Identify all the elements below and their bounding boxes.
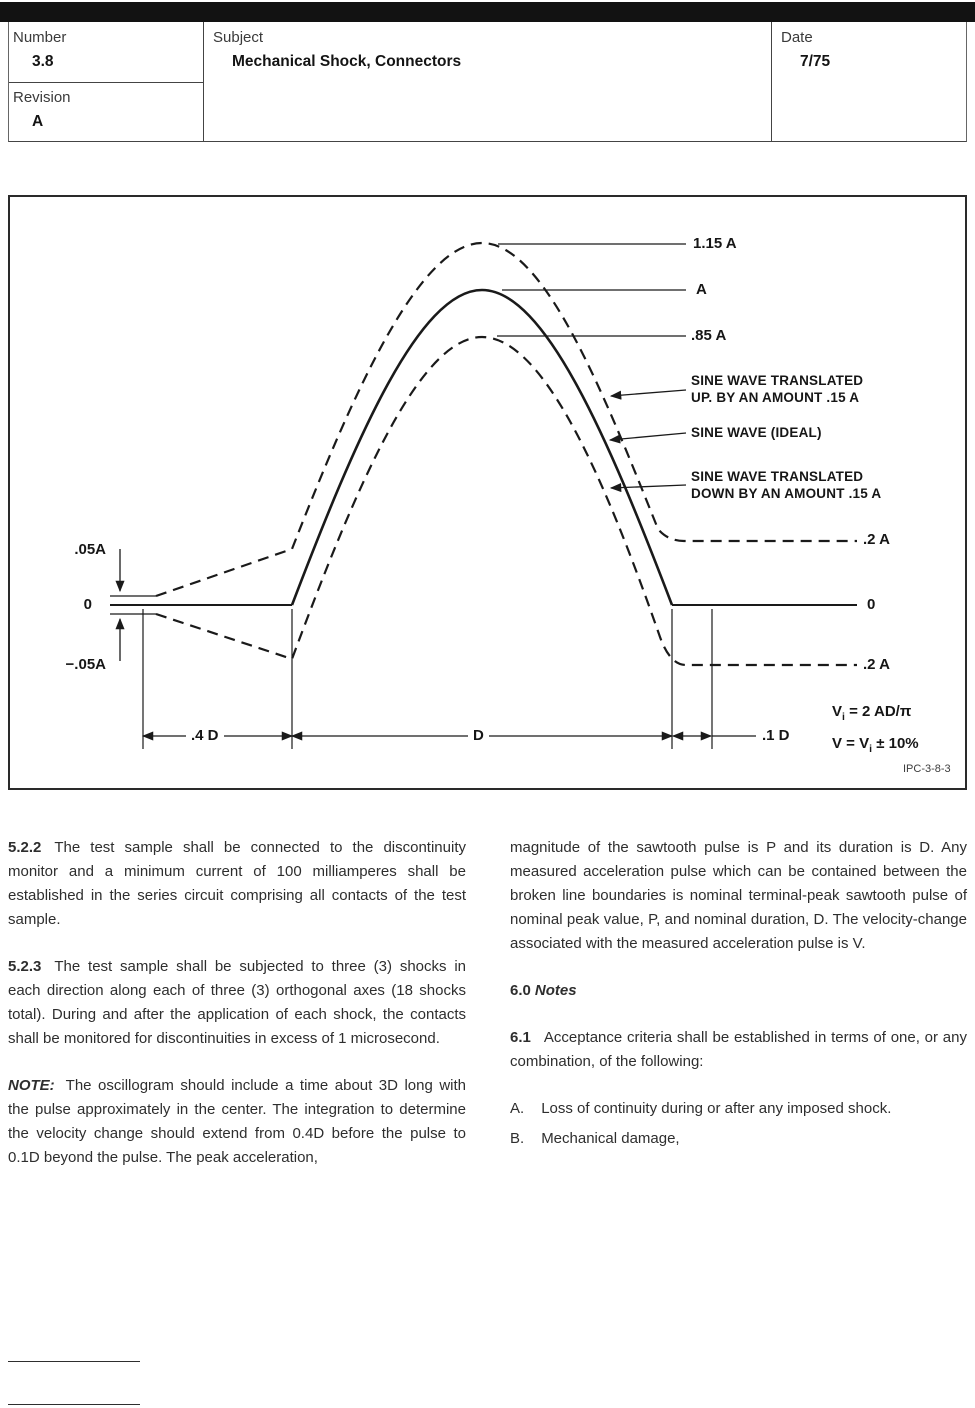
- translated-down-line2: DOWN BY AN AMOUNT .15 A: [691, 486, 882, 501]
- revision-label: Revision: [13, 89, 71, 106]
- list-item: [510, 1127, 967, 1151]
- pos-tol-label: .05A: [74, 541, 106, 558]
- lower-band-label: .2 A: [863, 656, 890, 673]
- neg-tol-label: −.05A: [65, 656, 106, 673]
- peak-high-label: 1.15 A: [693, 235, 737, 252]
- zero-right-label: 0: [867, 596, 876, 613]
- velocity-formula: [832, 703, 911, 726]
- footnote-rule-top: [8, 1361, 140, 1362]
- note-text: The oscillogram should include a time about 3D long with the pulse approximately in the center. The integration to determine the velocity change should extend from 0.4D before the pulse to 0.1D beyond the pulse. The peak acceleration,: [8, 1077, 466, 1166]
- continuation-paragraph: magnitude of the sawtooth pulse is P and its duration is D. Any measured acceleration pulse which can be contained between the broken line boundaries is nominal terminal-peak sawtooth pulse of nominal peak value, P, and nominal duration, D. The velocity-change associated with the measured acceleration pulse is V.: [510, 839, 967, 952]
- peak-low-label: .85 A: [691, 327, 727, 344]
- number-value: 3.8: [32, 53, 54, 70]
- velocity-formula-var: V: [832, 703, 843, 720]
- paragraph-text: The test sample shall be connected to the discontinuity monitor and a minimum current of 100 milliamperes shall be established in the series circuit comprising all contacts of the test sample.: [8, 839, 466, 928]
- velocity-tolerance-var: V = V: [832, 735, 870, 752]
- header-subject-cell: [204, 22, 772, 141]
- date-label: Date: [781, 29, 813, 46]
- heading-title: Notes: [534, 982, 577, 999]
- top-black-bar: [0, 2, 975, 22]
- revision-value: A: [32, 113, 44, 130]
- shock-pulse-figure: [8, 195, 967, 790]
- paragraph-text: The test sample shall be subjected to three (3) shocks in each direction along each of three (3) orthogonal axes (18 shocks total). During and after the application of each shock, the contacts shall be monitored for discontinuities in excess of 1 microsecond.: [8, 958, 466, 1047]
- header-revision-cell: [9, 83, 203, 141]
- header-table: [8, 22, 967, 142]
- left-column: [8, 836, 466, 1193]
- translated-up-callout: [691, 372, 863, 406]
- velocity-tolerance-formula: [832, 735, 919, 758]
- subject-value: Mechanical Shock, Connectors: [232, 53, 462, 70]
- list-text: Mechanical damage,: [541, 1130, 680, 1147]
- subject-label: Subject: [213, 29, 264, 46]
- leader-translated-up: [611, 390, 686, 396]
- paragraph-5-2-2: [8, 836, 466, 932]
- upper-band-label: .2 A: [863, 531, 890, 548]
- dim-pulse-label: D: [468, 727, 489, 745]
- list-marker: B.: [510, 1130, 525, 1147]
- zero-left-label: 0: [83, 596, 92, 613]
- velocity-tolerance-rhs: ± 10%: [872, 735, 919, 752]
- note-label: NOTE:: [8, 1077, 55, 1094]
- velocity-tolerance-sub: i: [869, 743, 873, 755]
- translated-down-callout: [691, 468, 881, 502]
- paragraph-5-2-3: [8, 955, 466, 1051]
- header-date-cell: [772, 22, 966, 141]
- number-label: Number: [13, 29, 67, 46]
- date-value: 7/75: [800, 53, 831, 70]
- header-left-column: [9, 22, 204, 141]
- list-text: Loss of continuity during or after any imposed shock.: [541, 1100, 892, 1117]
- translated-up-line2: UP. BY AN AMOUNT .15 A: [691, 390, 860, 405]
- figure-id: IPC-3-8-3: [903, 763, 951, 775]
- translated-up-line1: SINE WAVE TRANSLATED: [691, 373, 864, 388]
- dim-post-label: .1 D: [762, 727, 790, 744]
- velocity-formula-sub: i: [842, 711, 845, 723]
- section-number: 5.2.2: [8, 839, 42, 856]
- body-columns: [8, 836, 967, 1193]
- right-column: [510, 836, 967, 1193]
- section-number: 5.2.3: [8, 958, 42, 975]
- ideal-callout: SINE WAVE (IDEAL): [691, 425, 822, 440]
- leader-translated-down: [611, 485, 686, 488]
- heading-6-0: [510, 979, 967, 1003]
- note-paragraph: [8, 1074, 466, 1170]
- section-number: 6.1: [510, 1029, 531, 1046]
- peak-nominal-label: A: [696, 281, 707, 298]
- dim-pre-label: .4 D: [186, 727, 224, 745]
- heading-number: 6.0: [510, 982, 531, 999]
- velocity-formula-rhs: = 2 AD/π: [844, 703, 912, 720]
- footnote-rule-bottom: [8, 1404, 140, 1405]
- translated-down-line1: SINE WAVE TRANSLATED: [691, 469, 864, 484]
- list-marker: A.: [510, 1100, 525, 1117]
- list-item: [510, 1097, 967, 1121]
- header-number-cell: [9, 22, 203, 83]
- paragraph-6-1: [510, 1026, 967, 1074]
- paragraph-text: Acceptance criteria shall be established in terms of one, or any combination, of the following:: [510, 1029, 967, 1070]
